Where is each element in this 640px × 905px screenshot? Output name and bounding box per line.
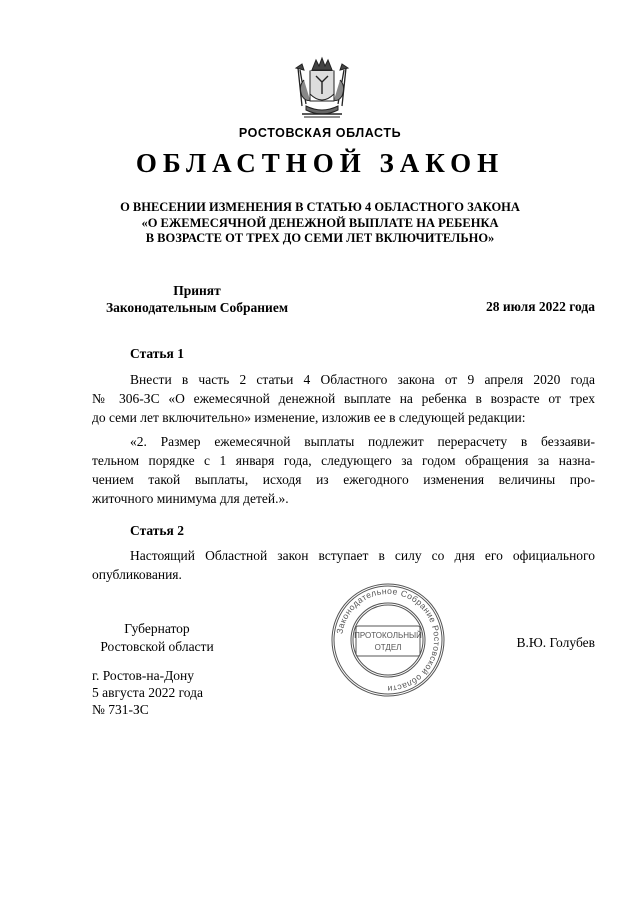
title-line: О ВНЕСЕНИИ ИЗМЕНЕНИЯ В СТАТЬЮ 4 ОБЛАСТНОГО ЗАКОНА	[120, 200, 520, 214]
law-number: № 731-ЗС	[92, 702, 149, 717]
title-line: «О ЕЖЕМЕСЯЧНОЙ ДЕНЕЖНОЙ ВЫПЛАТЕ НА РЕБЕНКА	[141, 215, 499, 230]
coat-of-arms-emblem	[292, 56, 352, 122]
adoption-date: 28 июля 2022 года	[486, 299, 595, 314]
paragraph-line: опубликования.	[92, 567, 182, 582]
paragraph-line: «2. Размер ежемесячной выплаты подлежит перерасчету в беззаяви-	[130, 434, 595, 449]
paragraph-line: житочного минимума для детей.».	[92, 491, 289, 506]
adoption-block	[92, 282, 302, 316]
stamp-center-line: ОТДЕЛ	[374, 643, 402, 652]
signer-title	[92, 620, 222, 656]
paragraph-line: Внести в часть 2 статьи 4 Областного закона от 9 апреля 2020 года	[130, 372, 595, 387]
adopted-by: Законодательным Собранием	[105, 300, 289, 315]
adopted-label: Принят	[173, 283, 221, 298]
official-stamp	[329, 581, 447, 699]
place-and-date	[92, 667, 203, 718]
article-1-paragraph-1	[92, 370, 595, 427]
paragraph-line: тельном порядке с 1 января года, следующего за годом обращения за назна-	[92, 453, 595, 468]
article-1-heading: Статья 1	[130, 346, 184, 361]
stamp-center-line: ПРОТОКОЛЬНЫЙ	[354, 631, 422, 640]
article-2-paragraph	[92, 546, 595, 584]
paragraph-line: чением такой выплаты, исходя из ежегодного изменения величины про-	[92, 472, 595, 487]
region-name: РОСТОВСКАЯ ОБЛАСТЬ	[238, 126, 402, 140]
signer-name: В.Ю. Голубев	[516, 635, 595, 650]
place-city: г. Ростов-на-Дону	[92, 668, 195, 683]
stamp-ring-text: Законодательное Собрание Ростовской области	[334, 585, 443, 695]
signer-position: Губернатор	[124, 621, 190, 636]
document-title	[0, 200, 640, 247]
article-2-heading: Статья 2	[130, 523, 184, 538]
article-1-paragraph-2	[92, 432, 595, 508]
paragraph-line: № 306-ЗС «О ежемесячной денежной выплате на ребенка в возрасте от трех	[92, 391, 595, 406]
paragraph-line: до семи лет включительно» изменение, изложив ее в следующей редакции:	[92, 410, 526, 425]
paragraph-line: Настоящий Областной закон вступает в силу со дня его официального	[130, 548, 595, 563]
signer-region: Ростовской области	[100, 639, 214, 654]
title-line: В ВОЗРАСТЕ ОТ ТРЕХ ДО СЕМИ ЛЕТ ВКЛЮЧИТЕЛЬНО»	[145, 231, 495, 245]
place-date: 5 августа 2022 года	[92, 685, 203, 700]
document-type: ОБЛАСТНОЙ ЗАКОН	[135, 148, 505, 178]
